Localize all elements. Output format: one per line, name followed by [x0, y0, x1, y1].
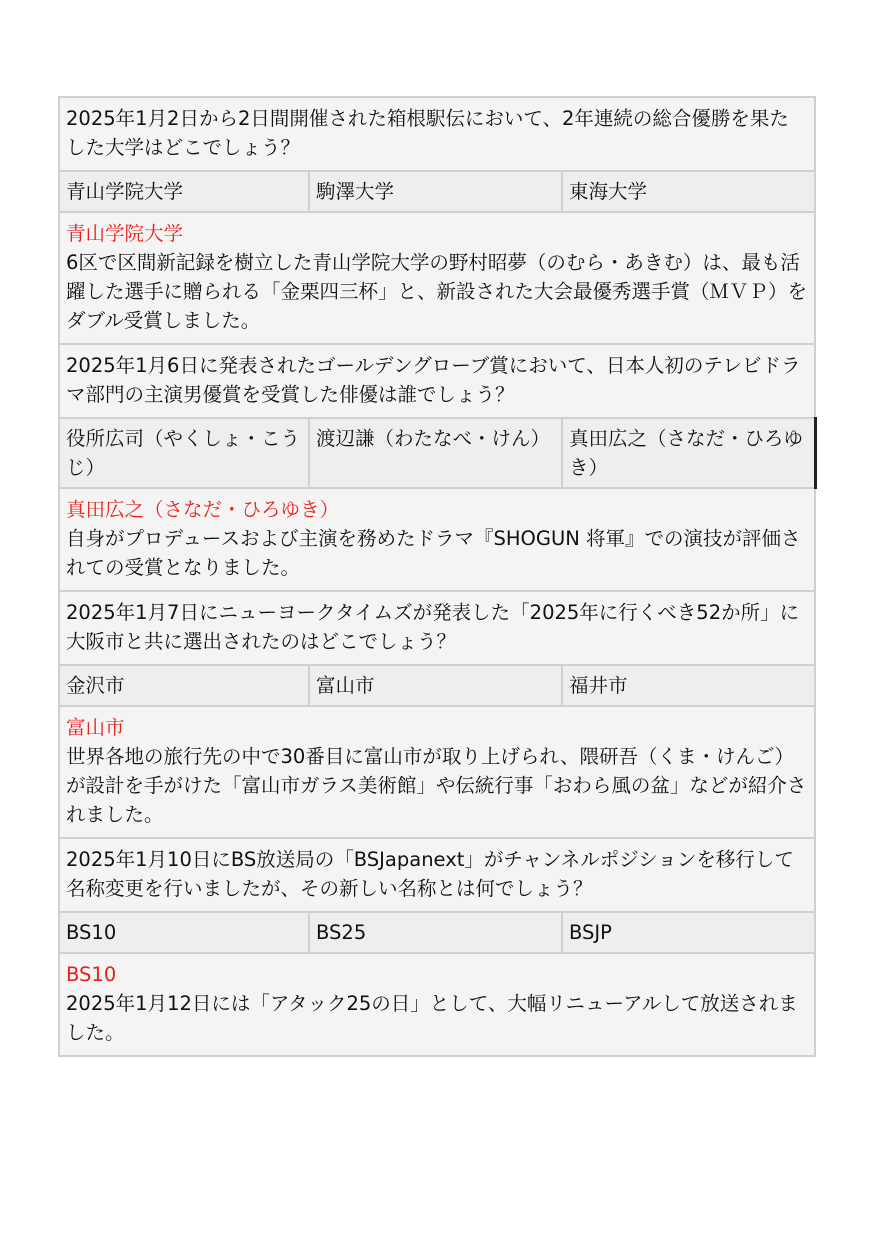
q1-option-2: 駒澤大学	[309, 171, 562, 212]
q4-option-2: BS25	[309, 912, 562, 953]
answer-block-4	[59, 953, 815, 1056]
q3-option-3: 福井市	[562, 665, 815, 706]
q2-option-1: 役所広司（やくしょ・こうじ）	[59, 418, 309, 488]
answer-block-3	[59, 706, 815, 838]
explanation-4: 2025年1月12日には「アタック25の日」として、大幅リニューアルして放送されました。	[66, 992, 798, 1044]
question-3: 2025年1月7日にニューヨークタイムズが発表した「2025年に行くべき52か所」に大阪市と共に選出されたのはどこでしょう？	[59, 591, 815, 665]
q2-option-2: 渡辺謙（わたなべ・けん）	[309, 418, 562, 488]
q4-option-1: BS10	[59, 912, 309, 953]
q1-option-1: 青山学院大学	[59, 171, 309, 212]
answer-block-1	[59, 212, 815, 344]
answer-4: BS10	[66, 963, 117, 986]
explanation-3: 世界各地の旅行先の中で30番目に富山市が取り上げられ、隈研吾（くま・けんご）が設計を手がけた「富山市ガラス美術館」や伝統行事「おわら風の盆」などが紹介されました。	[66, 745, 807, 826]
q3-option-2: 富山市	[309, 665, 562, 706]
q3-option-1: 金沢市	[59, 665, 309, 706]
question-1: 2025年1月2日から2日間開催された箱根駅伝において、2年連続の総合優勝を果たした大学はどこでしょう？	[59, 97, 815, 171]
answer-2: 真田広之（さなだ・ひろゆき）	[66, 498, 340, 521]
q2-option-3: 真田広之（さなだ・ひろゆき）	[562, 418, 815, 488]
explanation-1: 6区で区間新記録を樹立した青山学院大学の野村昭夢（のむら・あきむ）は、最も活躍した選手に贈られる「金栗四三杯」と、新設された大会最優秀選手賞（ＭＶＰ）をダブル受賞しました。	[66, 251, 808, 332]
q1-option-3: 東海大学	[562, 171, 815, 212]
q4-option-3: BSJP	[562, 912, 815, 953]
answer-block-2	[59, 488, 815, 591]
quiz-table	[58, 96, 817, 1057]
question-4: 2025年1月10日にBS放送局の「BSJapanext」がチャンネルポジションを移行して名称変更を行いましたが、その新しい名称とは何でしょう？	[59, 838, 815, 912]
answer-1: 青山学院大学	[66, 222, 184, 245]
answer-3: 富山市	[66, 716, 125, 739]
explanation-2: 自身がプロデュースおよび主演を務めたドラマ『SHOGUN 将軍』での演技が評価されての受賞となりました。	[66, 527, 801, 579]
question-2: 2025年1月6日に発表されたゴールデングローブ賞において、日本人初のテレビドラマ部門の主演男優賞を受賞した俳優は誰でしょう？	[59, 344, 815, 418]
